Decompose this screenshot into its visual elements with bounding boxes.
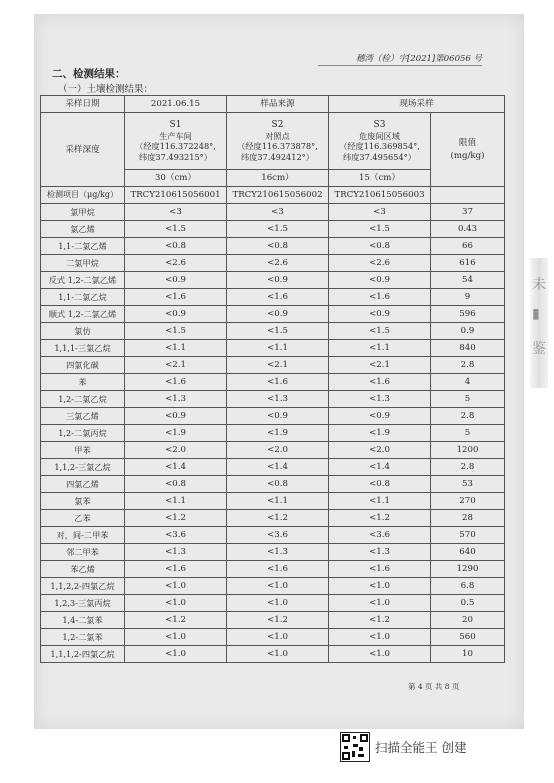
- result-s1: <1.0: [125, 646, 227, 663]
- analyte-name: 三氯乙烯: [41, 408, 125, 425]
- result-s1: <2.6: [125, 255, 227, 272]
- subsection-heading: （一）土壤检测结果：: [58, 84, 154, 95]
- result-s3: <2.6: [329, 255, 431, 272]
- table-row: [41, 527, 505, 544]
- result-s1: <1.6: [125, 289, 227, 306]
- analyte-name: 苯: [41, 374, 125, 391]
- result-s1: <3.6: [125, 527, 227, 544]
- result-s3: <1.6: [329, 561, 431, 578]
- site-id: S2: [271, 120, 284, 130]
- result-s3: <1.5: [329, 221, 431, 238]
- table-row: [41, 510, 505, 527]
- limit-value: 20: [431, 612, 505, 629]
- result-s3: <0.8: [329, 476, 431, 493]
- analyte-name: 1,2-二氯丙烷: [41, 425, 125, 442]
- analyte-name: 1,1,1-三氯乙烷: [41, 340, 125, 357]
- document-number: 穗湾（检）字[2021]第06056 号: [318, 52, 482, 66]
- analyte-name: 苯乙烯: [41, 561, 125, 578]
- result-s3: <1.3: [329, 391, 431, 408]
- result-s2: <0.9: [227, 272, 329, 289]
- analyte-name: 1,1,2,2-四氯乙烷: [41, 578, 125, 595]
- result-s3: <2.0: [329, 442, 431, 459]
- limit-value: 53: [431, 476, 505, 493]
- site-longitude: （经度116.372248°,: [135, 141, 216, 151]
- table-row: [41, 374, 505, 391]
- table-row: [41, 612, 505, 629]
- result-s1: <0.9: [125, 408, 227, 425]
- result-s3: <1.0: [329, 629, 431, 646]
- result-s1: <1.3: [125, 544, 227, 561]
- analyte-name: 四氯化碳: [41, 357, 125, 374]
- analyte-name: 乙苯: [41, 510, 125, 527]
- limit-value: 2.8: [431, 459, 505, 476]
- result-s2: <0.9: [227, 408, 329, 425]
- result-s1: <1.1: [125, 340, 227, 357]
- table-row: [41, 221, 505, 238]
- table-row: [41, 544, 505, 561]
- result-s2: <3: [227, 204, 329, 221]
- result-s1: <0.9: [125, 272, 227, 289]
- result-s3: <1.1: [329, 340, 431, 357]
- site-latitude: 纬度37.495654°）: [343, 151, 416, 162]
- sample-code: TRCY210615056002: [227, 187, 329, 204]
- result-s3: <2.1: [329, 357, 431, 374]
- result-s2: <1.0: [227, 646, 329, 663]
- sampling-depth-label: 采样深度: [41, 113, 125, 187]
- limit-value: 4: [431, 374, 505, 391]
- limit-value: 10: [431, 646, 505, 663]
- result-s2: <1.3: [227, 544, 329, 561]
- sample-source-label: 样品来源: [227, 96, 329, 113]
- analyte-name: 1,2-二氯乙烷: [41, 391, 125, 408]
- qr-code-icon: [340, 732, 370, 762]
- site-depth: 15（cm）: [329, 170, 431, 187]
- limit-value: 1290: [431, 561, 505, 578]
- limit-value: 0.9: [431, 323, 505, 340]
- table-row: [41, 323, 505, 340]
- result-s2: <3.6: [227, 527, 329, 544]
- sampling-date-value: 2021.06.15: [125, 96, 227, 113]
- result-s1: <1.9: [125, 425, 227, 442]
- site-longitude: （经度116.369854°,: [339, 141, 420, 151]
- site-id: S3: [373, 120, 386, 130]
- analyte-name: 1,1,2-三氯乙烷: [41, 459, 125, 476]
- analyte-name: 氯苯: [41, 493, 125, 510]
- soil-results-table: [40, 95, 505, 663]
- analyte-name: 反式 1,2-二氯乙烯: [41, 272, 125, 289]
- analyte-name: 1,4-二氯苯: [41, 612, 125, 629]
- limit-value: 640: [431, 544, 505, 561]
- result-s3: <1.6: [329, 289, 431, 306]
- site-s2: [227, 113, 329, 170]
- table-row: [41, 425, 505, 442]
- analyte-name: 氯甲烷: [41, 204, 125, 221]
- result-s3: <1.9: [329, 425, 431, 442]
- table-row: [41, 357, 505, 374]
- limit-value: 66: [431, 238, 505, 255]
- result-s1: <2.1: [125, 357, 227, 374]
- analyte-name: 1,1-二氯乙烷: [41, 289, 125, 306]
- sampling-date-label: 采样日期: [41, 96, 125, 113]
- table-row: [41, 408, 505, 425]
- limit-value: 2.8: [431, 408, 505, 425]
- analyte-name: 1,2,3-三氯丙烷: [41, 595, 125, 612]
- site-depth: 30（cm）: [125, 170, 227, 187]
- result-s1: <0.8: [125, 238, 227, 255]
- table-row: [41, 578, 505, 595]
- result-s2: <1.5: [227, 221, 329, 238]
- limit-value: 1200: [431, 442, 505, 459]
- result-s1: <2.0: [125, 442, 227, 459]
- result-s2: <0.8: [227, 476, 329, 493]
- analyte-name: 1,1-二氯乙烯: [41, 238, 125, 255]
- result-s2: <1.0: [227, 595, 329, 612]
- result-s2: <1.5: [227, 323, 329, 340]
- result-s1: <1.2: [125, 612, 227, 629]
- result-s3: <0.9: [329, 272, 431, 289]
- result-s2: <1.6: [227, 374, 329, 391]
- result-s1: <1.2: [125, 510, 227, 527]
- limit-value: 5: [431, 391, 505, 408]
- result-rows: [41, 204, 505, 663]
- result-s2: <1.0: [227, 578, 329, 595]
- result-s2: <1.1: [227, 340, 329, 357]
- result-s1: <3: [125, 204, 227, 221]
- result-s1: <1.5: [125, 221, 227, 238]
- limit-value: 0.43: [431, 221, 505, 238]
- result-s3: <1.5: [329, 323, 431, 340]
- sample-code: TRCY210615056003: [329, 187, 431, 204]
- table-row: [41, 459, 505, 476]
- result-s3: <1.6: [329, 374, 431, 391]
- table-row: [41, 255, 505, 272]
- result-s1: <1.6: [125, 374, 227, 391]
- result-s3: <1.0: [329, 578, 431, 595]
- section-heading: 二、检测结果：: [52, 68, 126, 80]
- result-s2: <1.2: [227, 612, 329, 629]
- site-name: 生产车间: [159, 130, 192, 141]
- table-row: [41, 493, 505, 510]
- adjacent-page-edge: 未 ▮ 鉴: [530, 258, 548, 388]
- site-name: 危废间区域: [359, 130, 400, 141]
- result-s2: <1.6: [227, 289, 329, 306]
- result-s2: <2.6: [227, 255, 329, 272]
- sample-code: TRCY210615056001: [125, 187, 227, 204]
- site-latitude: 纬度37.492412°）: [241, 151, 314, 162]
- result-s2: <1.6: [227, 561, 329, 578]
- site-s3: [329, 113, 431, 170]
- result-s2: <0.8: [227, 238, 329, 255]
- result-s3: <1.4: [329, 459, 431, 476]
- result-s1: <1.6: [125, 561, 227, 578]
- limit-value: 6.8: [431, 578, 505, 595]
- item-header: 检测项目（μg/kg）: [41, 187, 125, 204]
- site-name: 对照点: [265, 130, 290, 141]
- analyte-name: 1,1,1,2-四氯乙烷: [41, 646, 125, 663]
- result-s2: <0.9: [227, 306, 329, 323]
- result-s1: <1.1: [125, 493, 227, 510]
- result-s3: <0.9: [329, 306, 431, 323]
- result-s1: <0.9: [125, 306, 227, 323]
- result-s2: <1.1: [227, 493, 329, 510]
- result-s3: <1.0: [329, 646, 431, 663]
- site-id: S1: [169, 120, 182, 130]
- limit-value: 570: [431, 527, 505, 544]
- result-s3: <0.8: [329, 238, 431, 255]
- result-s2: <1.0: [227, 629, 329, 646]
- analyte-name: 甲苯: [41, 442, 125, 459]
- result-s1: <1.4: [125, 459, 227, 476]
- table-row: [41, 306, 505, 323]
- result-s3: <1.2: [329, 510, 431, 527]
- result-s3: <1.0: [329, 595, 431, 612]
- result-s3: <3: [329, 204, 431, 221]
- result-s2: <2.0: [227, 442, 329, 459]
- result-s3: <1.3: [329, 544, 431, 561]
- limit-value: 0.5: [431, 595, 505, 612]
- table-row: [41, 442, 505, 459]
- limit-value: 37: [431, 204, 505, 221]
- table-row: [41, 646, 505, 663]
- table-row: [41, 289, 505, 306]
- analyte-name: 氯乙烯: [41, 221, 125, 238]
- result-s1: <1.0: [125, 578, 227, 595]
- limit-value: 270: [431, 493, 505, 510]
- limit-value: 9: [431, 289, 505, 306]
- analyte-name: 1,2-二氯苯: [41, 629, 125, 646]
- analyte-name: 邻二甲苯: [41, 544, 125, 561]
- analyte-name: 对，间-二甲苯: [41, 527, 125, 544]
- limit-value: 596: [431, 306, 505, 323]
- scanner-watermark: 扫描全能王 创建: [375, 740, 467, 755]
- site-s1: [125, 113, 227, 170]
- site-depth: 16cm）: [227, 170, 329, 187]
- result-s1: <1.0: [125, 629, 227, 646]
- table-row: [41, 561, 505, 578]
- limit-value: 560: [431, 629, 505, 646]
- sample-source-value: 现场采样: [329, 96, 505, 113]
- page-number: 第 4 页 共 8 页: [408, 682, 460, 691]
- result-s1: <0.8: [125, 476, 227, 493]
- table-row: [41, 476, 505, 493]
- table-row: [41, 238, 505, 255]
- empty-cell: [431, 187, 505, 204]
- analyte-name: 二氯甲烷: [41, 255, 125, 272]
- result-s1: <1.3: [125, 391, 227, 408]
- result-s1: <1.5: [125, 323, 227, 340]
- result-s2: <1.4: [227, 459, 329, 476]
- limit-value: 840: [431, 340, 505, 357]
- limit-header: 限值 (mg/kg): [431, 113, 505, 187]
- limit-value: 616: [431, 255, 505, 272]
- analyte-name: 氯仿: [41, 323, 125, 340]
- result-s2: <1.3: [227, 391, 329, 408]
- result-s3: <1.1: [329, 493, 431, 510]
- limit-value: 5: [431, 425, 505, 442]
- table-row: [41, 391, 505, 408]
- limit-value: 54: [431, 272, 505, 289]
- analyte-name: 四氯乙烯: [41, 476, 125, 493]
- table-row: [41, 595, 505, 612]
- analyte-name: 顺式 1,2-二氯乙烯: [41, 306, 125, 323]
- result-s2: <2.1: [227, 357, 329, 374]
- table-row: [41, 340, 505, 357]
- site-latitude: 纬度37.493215°）: [139, 151, 212, 162]
- result-s2: <1.9: [227, 425, 329, 442]
- result-s3: <1.2: [329, 612, 431, 629]
- result-s3: <3.6: [329, 527, 431, 544]
- table-row: [41, 204, 505, 221]
- limit-value: 2.8: [431, 357, 505, 374]
- result-s1: <1.0: [125, 595, 227, 612]
- table-row: [41, 272, 505, 289]
- site-longitude: （经度116.373878°,: [237, 141, 318, 151]
- limit-value: 28: [431, 510, 505, 527]
- result-s2: <1.2: [227, 510, 329, 527]
- result-s3: <0.9: [329, 408, 431, 425]
- table-row: [41, 629, 505, 646]
